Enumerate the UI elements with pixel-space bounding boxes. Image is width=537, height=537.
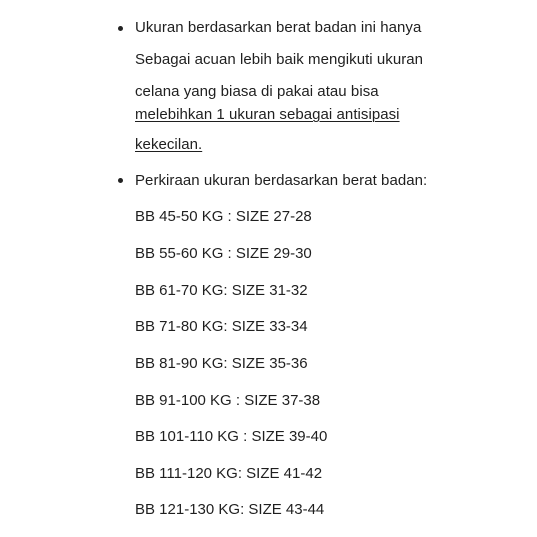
- note-line-underlined: kekecilan.: [135, 136, 203, 153]
- note-line: Sebagai acuan lebih baik mengikuti ukuran: [135, 51, 424, 68]
- note-line: Ukuran berdasarkan berat badan ini hanya: [135, 19, 422, 36]
- size-row: BB 81-90 KG: SIZE 35-36: [135, 355, 308, 372]
- size-row: BB 45-50 KG : SIZE 27-28: [135, 208, 312, 225]
- size-estimate-heading: Perkiraan ukuran berdasarkan berat badan:: [135, 172, 428, 189]
- note-line: celana yang biasa di pakai atau bisa: [135, 83, 379, 100]
- bullet-point-icon: [118, 178, 123, 183]
- bullet-point-icon: [118, 26, 123, 31]
- size-row: BB 121-130 KG: SIZE 43-44: [135, 501, 325, 518]
- size-row: BB 55-60 KG : SIZE 29-30: [135, 245, 312, 262]
- size-row: BB 111-120 KG: SIZE 41-42: [135, 465, 323, 482]
- note-line-underlined: melebihkan 1 ukuran sebagai antisipasi: [135, 106, 400, 123]
- size-row: BB 71-80 KG: SIZE 33-34: [135, 318, 308, 335]
- size-row: BB 101-110 KG : SIZE 39-40: [135, 428, 328, 445]
- size-row: BB 91-100 KG : SIZE 37-38: [135, 392, 321, 409]
- size-row: BB 61-70 KG: SIZE 31-32: [135, 282, 308, 299]
